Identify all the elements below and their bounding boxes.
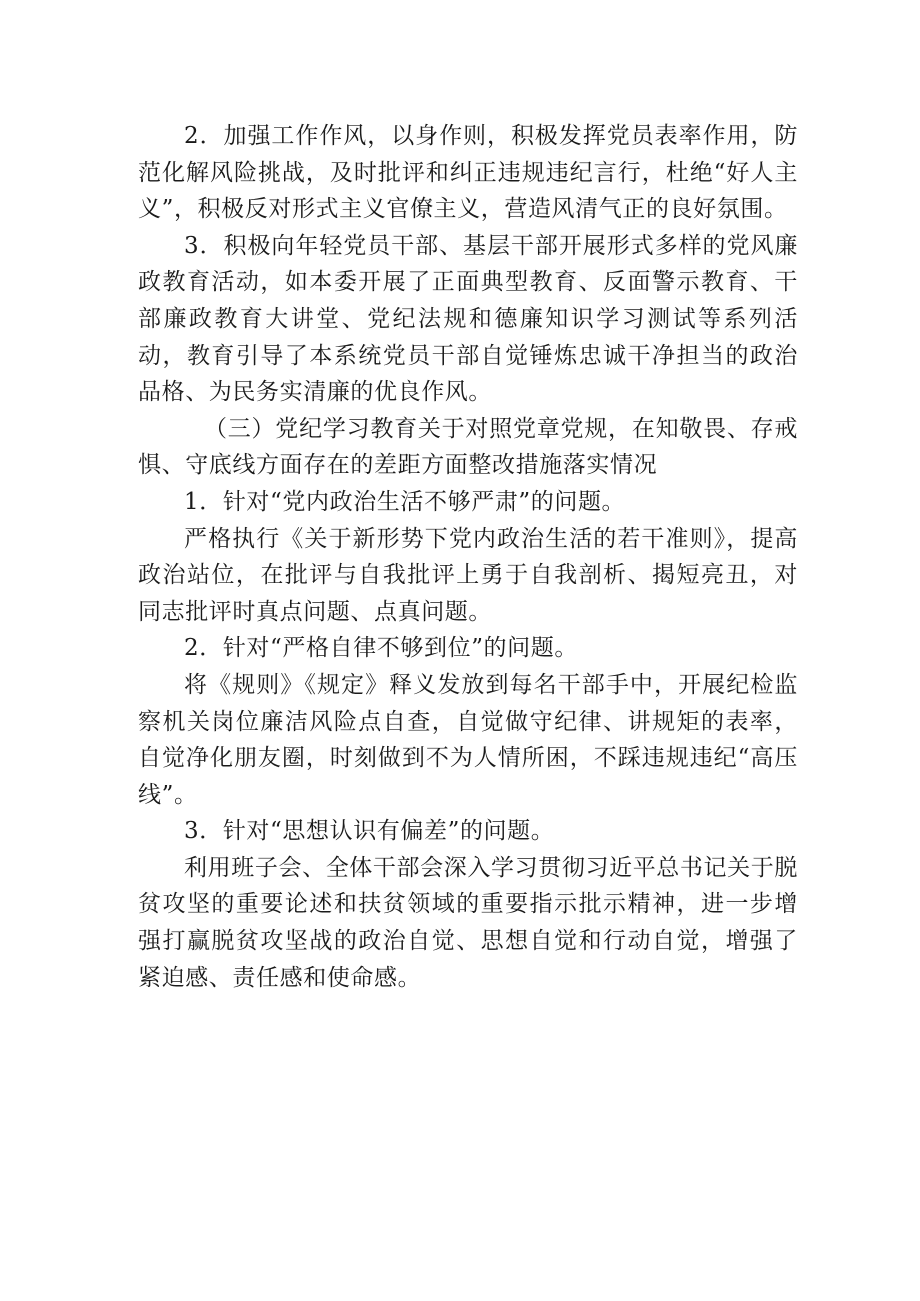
issue-body-3: 利用班子会、全体干部会深入学习贯彻习近平总书记关于脱贫攻坚的重要论述和扶贫领域的重要指示批示精神，进一步增强打赢脱贫攻坚战的政治自觉、思想自觉和行动自觉，增强了紧迫感、责任感和使命感。	[138, 854, 798, 991]
issue-heading-2: 2．针对“严格自律不够到位”的问题。	[184, 635, 578, 662]
section-heading-3: （三）党纪学习教育关于对照党章党规，在知敬畏、存戒惧、守底线方面存在的差距方面整改措施落实情况	[138, 415, 798, 479]
issue-body-1: 严格执行《关于新形势下党内政治生活的若干准则》，提高政治站位，在批评与自我批评上勇于自我剖析、揭短亮丑，对同志批评时真点问题、点真问题。	[138, 525, 798, 625]
issue-heading-3: 3．针对“思想认识有偏差”的问题。	[184, 818, 555, 845]
document-body	[138, 118, 798, 996]
issue-heading-1: 1．针对“党内政治生活不够严肃”的问题。	[184, 488, 626, 515]
issue-body-2: 将《规则》《规定》释义发放到每名干部手中，开展纪检监察机关岗位廉洁风险点自查，自觉做守纪律、讲规矩的表率，自觉净化朋友圈，时刻做到不为人情所困，不踩违规违纪“高压线”。	[138, 671, 798, 808]
paragraph-item-3: 3．积极向年轻党员干部、基层干部开展形式多样的党风廉政教育活动，如本委开展了正面典型教育、反面警示教育、干部廉政教育大讲堂、党纪法规和德廉知识学习测试等系列活动，教育引导了本系统党员干部自觉锤炼忠诚干净担当的政治品格、为民务实清廉的优良作风。	[138, 232, 798, 406]
paragraph-item-2: 2．加强工作作风，以身作则，积极发挥党员表率作用，防范化解风险挑战，及时批评和纠正违规违纪言行，杜绝“好人主义”，积极反对形式主义官僚主义，营造风清气正的良好氛围。	[138, 123, 798, 223]
